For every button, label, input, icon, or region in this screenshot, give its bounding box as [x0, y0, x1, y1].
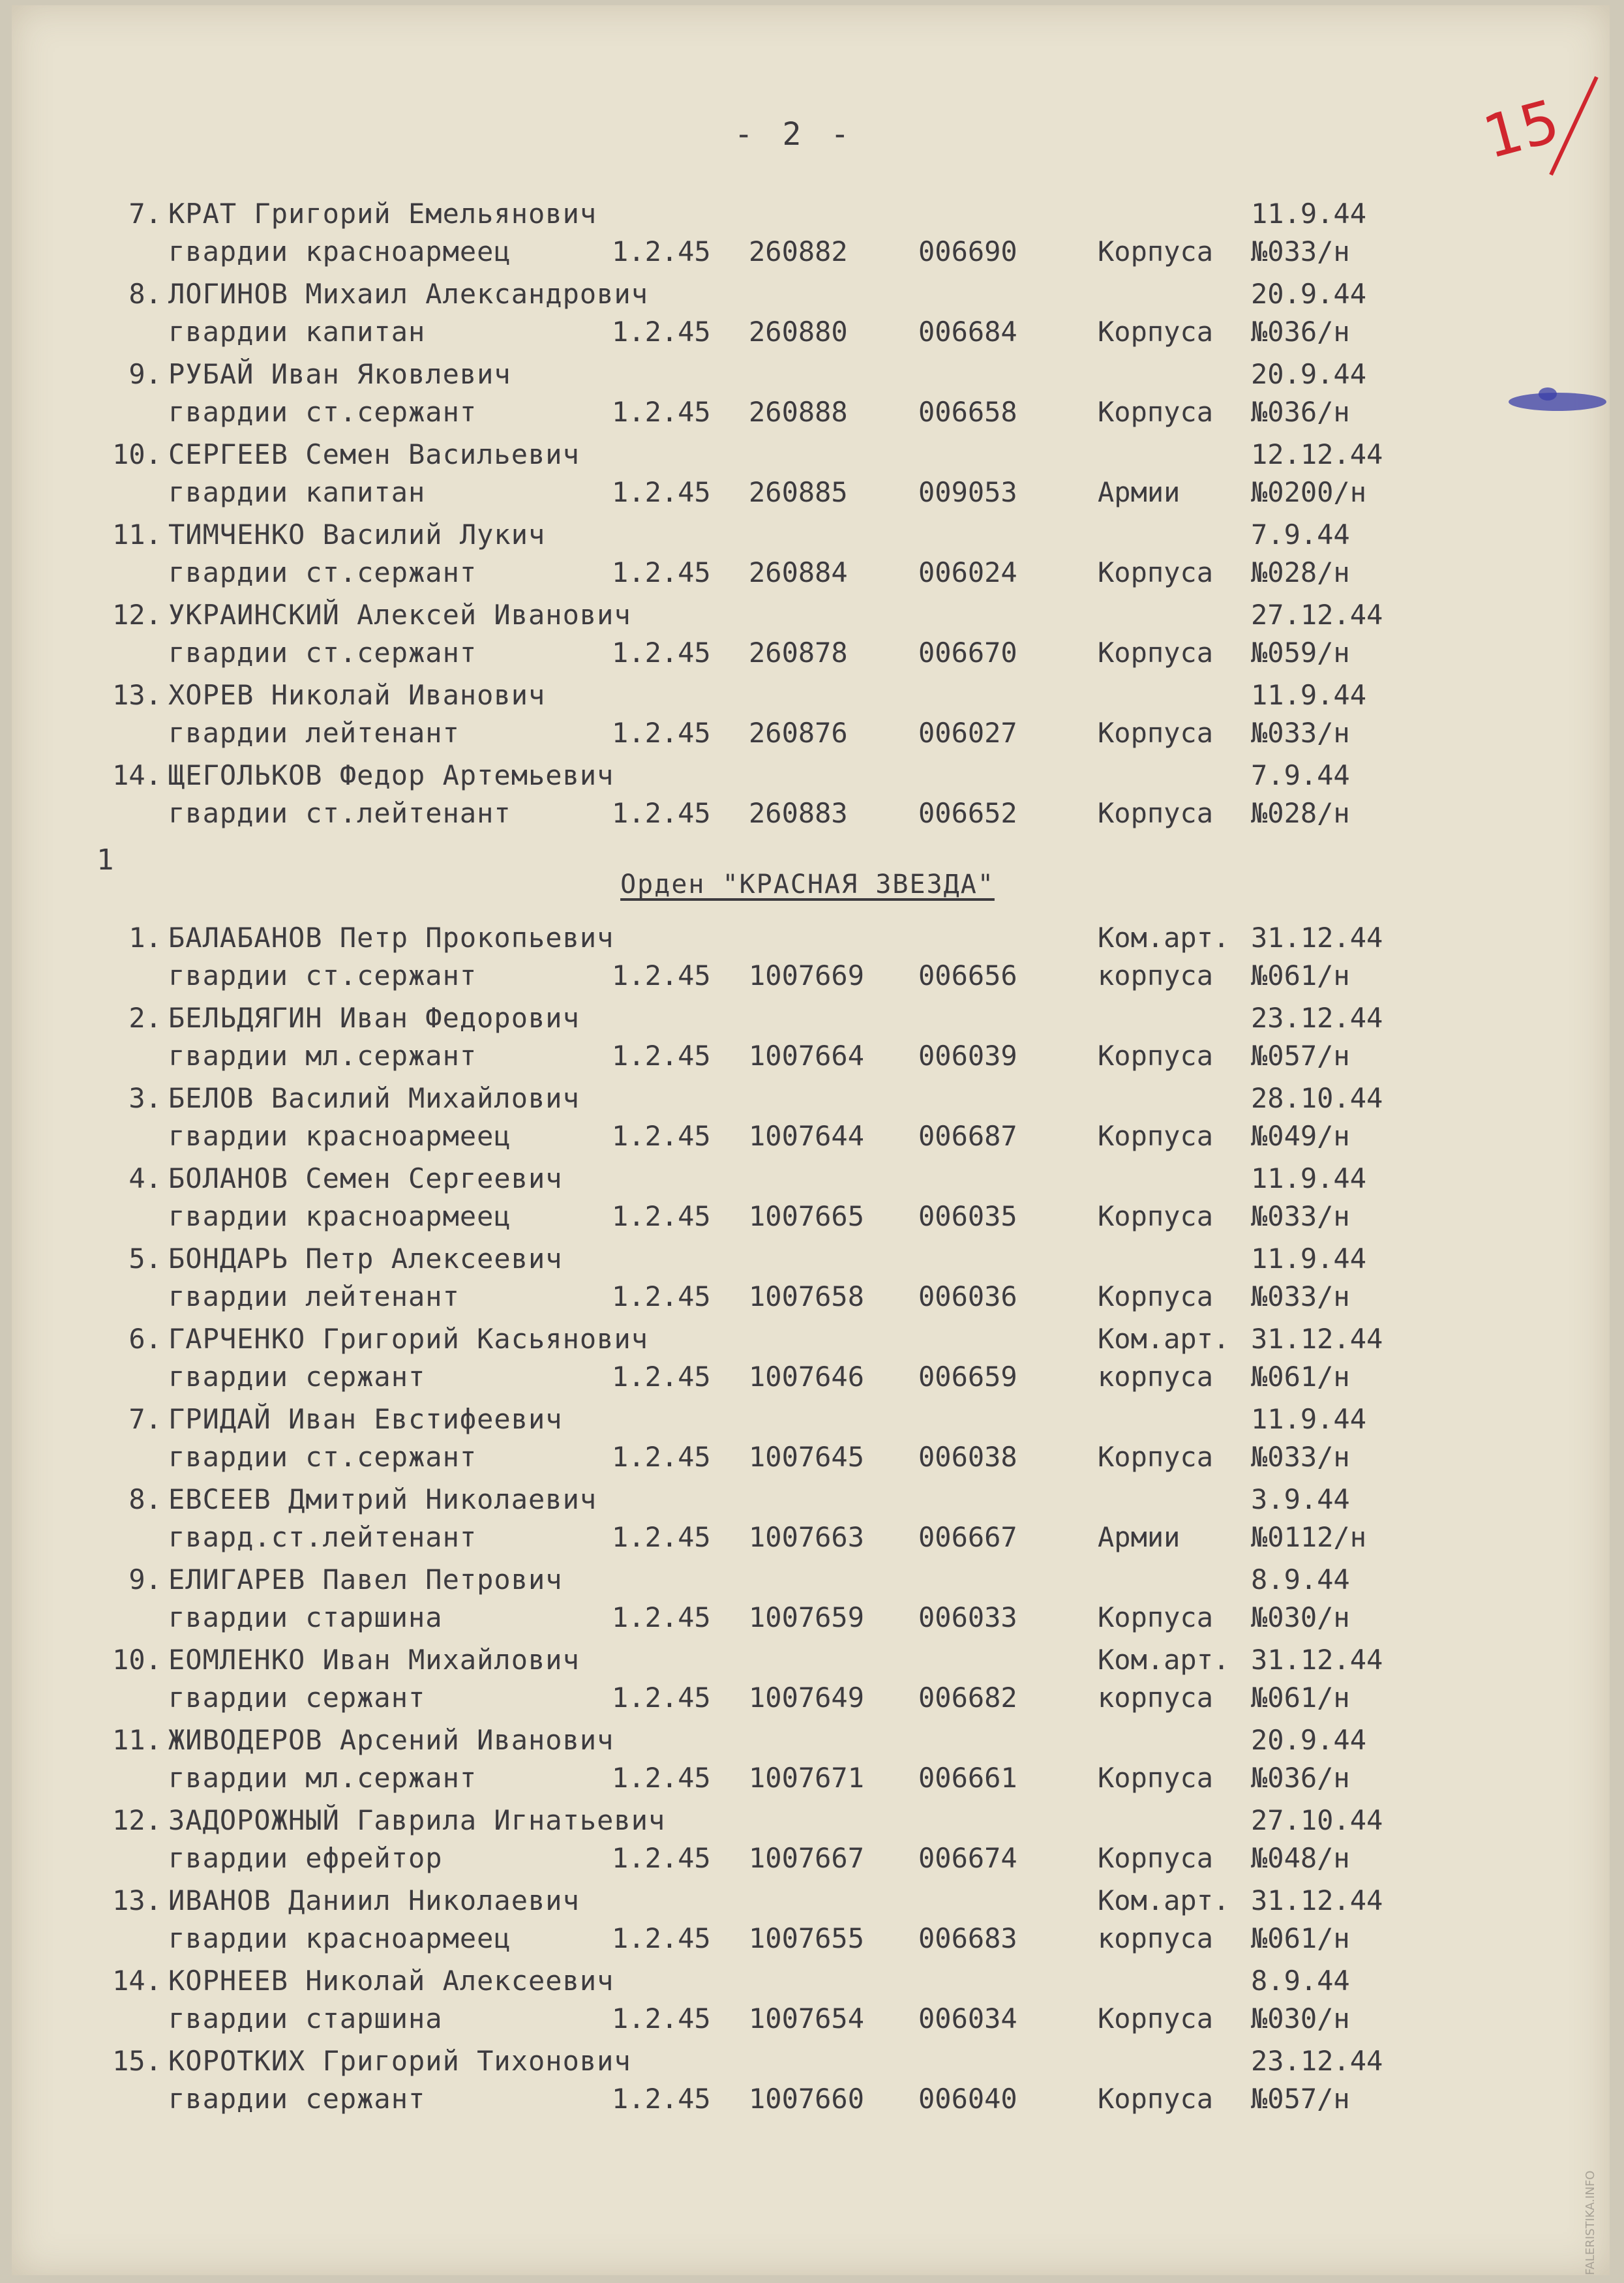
entry-order-date: 31.12.44 — [1251, 1884, 1383, 1916]
entry-authority: Армии — [1098, 1521, 1180, 1553]
entry-book-number: 1007645 — [749, 1441, 865, 1473]
entry-book-number: 1007667 — [749, 1842, 865, 1874]
entry-order-number: №036/н — [1251, 1762, 1350, 1794]
entry-medal-number: 006038 — [918, 1441, 1017, 1473]
entry-medal-number: 006661 — [918, 1762, 1017, 1794]
list-entry — [12, 1159, 1610, 1237]
entry-book-number: 1007663 — [749, 1521, 865, 1553]
entry-medal-number: 006682 — [918, 1682, 1017, 1714]
entry-order-number: №036/н — [1251, 396, 1350, 428]
entry-authority: Корпуса — [1098, 1280, 1214, 1312]
entry-name: КОРНЕЕВ Николай Алексеевич — [168, 1965, 614, 1997]
entry-order-date: 20.9.44 — [1251, 1724, 1367, 1756]
entry-name: УКРАИНСКИЙ Алексей Иванович — [168, 599, 631, 631]
entry-name: БАЛАБАНОВ Петр Прокопьевич — [168, 922, 614, 954]
entry-decree-date: 1.2.45 — [612, 235, 711, 267]
entry-authority: Корпуса — [1098, 1441, 1214, 1473]
entry-authority: Корпуса — [1098, 797, 1214, 829]
entry-authority: Корпуса — [1098, 396, 1214, 428]
entry-order-date: 31.12.44 — [1251, 1644, 1383, 1676]
entry-order-date: 12.12.44 — [1251, 438, 1383, 470]
entry-decree-date: 1.2.45 — [612, 1682, 711, 1714]
entry-medal-number: 006027 — [918, 717, 1017, 749]
entry-order-number: №036/н — [1251, 316, 1350, 348]
list-entry — [12, 918, 1610, 997]
entry-number: 14. — [112, 1965, 162, 1997]
list-entry — [12, 1320, 1610, 1398]
entry-number: 5. — [128, 1243, 162, 1275]
entry-book-number: 260878 — [749, 637, 848, 669]
list-entry — [12, 1801, 1610, 1879]
entry-order-number: №030/н — [1251, 1601, 1350, 1633]
entry-rank: гвардии красноармеец — [168, 1200, 511, 1232]
document-page — [12, 5, 1610, 2275]
entry-rank: гвардии ефрейтор — [168, 1842, 443, 1874]
entry-order-number: №028/н — [1251, 797, 1350, 829]
entry-decree-date: 1.2.45 — [612, 797, 711, 829]
list-entry — [12, 194, 1610, 273]
list-entry — [12, 355, 1610, 433]
entry-number: 13. — [112, 679, 162, 711]
entry-order-number: №061/н — [1251, 960, 1350, 991]
entry-order-number: №059/н — [1251, 637, 1350, 669]
entry-number: 10. — [112, 1644, 162, 1676]
entry-decree-date: 1.2.45 — [612, 316, 711, 348]
entry-number: 12. — [112, 599, 162, 631]
entry-order-date: 3.9.44 — [1251, 1483, 1350, 1515]
entry-book-number: 260884 — [749, 556, 848, 588]
entry-rank: гвардии старшина — [168, 2003, 443, 2034]
entry-authority: Корпуса — [1098, 1601, 1214, 1633]
entry-book-number: 1007646 — [749, 1361, 865, 1393]
list-entry — [12, 2042, 1610, 2120]
entry-order-date: 11.9.44 — [1251, 679, 1367, 711]
entry-order-number: №033/н — [1251, 717, 1350, 749]
entry-name: ЛОГИНОВ Михаил Александрович — [168, 278, 649, 310]
entry-order-number: №033/н — [1251, 235, 1350, 267]
entry-decree-date: 1.2.45 — [612, 960, 711, 991]
entry-decree-date: 1.2.45 — [612, 1040, 711, 1072]
entry-book-number: 260876 — [749, 717, 848, 749]
entry-rank: гвардии ст.сержант — [168, 556, 477, 588]
entry-decree-date: 1.2.45 — [612, 396, 711, 428]
entry-medal-number: 006036 — [918, 1280, 1017, 1312]
entry-rank: гвардии капитан — [168, 476, 426, 508]
entry-rank: гвардии сержант — [168, 2083, 426, 2115]
entry-book-number: 1007665 — [749, 1200, 865, 1232]
entry-medal-number: 006034 — [918, 2003, 1017, 2034]
entry-medal-number: 006040 — [918, 2083, 1017, 2115]
entry-name: ЖИВОДЕРОВ Арсений Иванович — [168, 1724, 614, 1756]
entry-book-number: 1007658 — [749, 1280, 865, 1312]
entry-authority: Корпуса — [1098, 235, 1214, 267]
entry-medal-number: 006670 — [918, 637, 1017, 669]
entry-rank: гвардии лейтенант — [168, 717, 460, 749]
page-number: - 2 - — [734, 116, 855, 153]
entry-medal-number: 006659 — [918, 1361, 1017, 1393]
entry-authority: Корпуса — [1098, 717, 1214, 749]
entry-order-date: 23.12.44 — [1251, 1002, 1383, 1034]
entry-number: 11. — [112, 1724, 162, 1756]
entry-rank: гвардии ст.лейтенант — [168, 797, 511, 829]
entry-decree-date: 1.2.45 — [612, 1601, 711, 1633]
entry-authority: Корпуса — [1098, 1762, 1214, 1794]
entry-number: 11. — [112, 519, 162, 551]
entry-rank: гвардии ст.сержант — [168, 396, 477, 428]
entry-medal-number: 006684 — [918, 316, 1017, 348]
entry-name: ЕОМЛЕНКО Иван Михайлович — [168, 1644, 580, 1676]
entry-book-number: 1007654 — [749, 2003, 865, 2034]
entry-number: 1. — [128, 922, 162, 954]
entry-rank: гвардии красноармеец — [168, 1922, 511, 1954]
entry-medal-number: 006039 — [918, 1040, 1017, 1072]
list-entry — [12, 999, 1610, 1077]
entry-rank: гвардии ст.сержант — [168, 1441, 477, 1473]
entry-order-date: 11.9.44 — [1251, 1162, 1367, 1194]
entry-order-number: №048/н — [1251, 1842, 1350, 1874]
entry-authority: Корпуса — [1098, 1040, 1214, 1072]
entry-authority-top: Ком.арт. — [1098, 1884, 1230, 1916]
corner-mark — [1473, 70, 1603, 201]
entry-medal-number: 006683 — [918, 1922, 1017, 1954]
entry-authority: Корпуса — [1098, 316, 1214, 348]
entry-name: ЩЕГОЛЬКОВ Федор Артемьевич — [168, 759, 614, 791]
entry-order-number: №057/н — [1251, 1040, 1350, 1072]
list-entry — [12, 1480, 1610, 1558]
list-entry — [12, 1560, 1610, 1639]
entry-order-date: 27.12.44 — [1251, 599, 1383, 631]
entry-decree-date: 1.2.45 — [612, 1922, 711, 1954]
entry-authority: Корпуса — [1098, 2083, 1214, 2115]
entry-name: ГАРЧЕНКО Григорий Касьянович — [168, 1323, 649, 1355]
entry-name: СЕРГЕЕВ Семен Васильевич — [168, 438, 580, 470]
entry-order-number: №033/н — [1251, 1280, 1350, 1312]
list-entry — [12, 756, 1610, 834]
entry-order-date: 27.10.44 — [1251, 1804, 1383, 1836]
entry-decree-date: 1.2.45 — [612, 1280, 711, 1312]
entry-order-number: №030/н — [1251, 2003, 1350, 2034]
entry-order-number: №061/н — [1251, 1361, 1350, 1393]
entry-order-date: 23.12.44 — [1251, 2045, 1383, 2077]
entry-authority-top: Ком.арт. — [1098, 1644, 1230, 1676]
entry-medal-number: 006674 — [918, 1842, 1017, 1874]
entry-rank: гвард.ст.лейтенант — [168, 1521, 477, 1553]
list-entry — [12, 1400, 1610, 1478]
entry-order-number: №0200/н — [1251, 476, 1367, 508]
entry-order-date: 8.9.44 — [1251, 1965, 1350, 1997]
list-entry — [12, 1079, 1610, 1157]
entry-name: КРАТ Григорий Емельянович — [168, 198, 597, 230]
entry-authority: Армии — [1098, 476, 1180, 508]
entry-decree-date: 1.2.45 — [612, 1120, 711, 1152]
entry-medal-number: 006687 — [918, 1120, 1017, 1152]
entry-decree-date: 1.2.45 — [612, 1762, 711, 1794]
entry-number: 8. — [128, 278, 162, 310]
entry-number: 9. — [128, 358, 162, 390]
entry-order-date: 20.9.44 — [1251, 278, 1367, 310]
entry-decree-date: 1.2.45 — [612, 476, 711, 508]
entry-name: ЕЛИГАРЕВ Павел Петрович — [168, 1564, 563, 1595]
entry-medal-number: 006690 — [918, 235, 1017, 267]
list-entry — [12, 1721, 1610, 1799]
entry-name: ХОРЕВ Николай Иванович — [168, 679, 546, 711]
entry-authority: Корпуса — [1098, 1842, 1214, 1874]
entry-book-number: 1007649 — [749, 1682, 865, 1714]
entry-rank: гвардии мл.сержант — [168, 1040, 477, 1072]
entry-medal-number: 006667 — [918, 1521, 1017, 1553]
entry-name: БОНДАРЬ Петр Алексеевич — [168, 1243, 563, 1275]
entry-medal-number: 006652 — [918, 797, 1017, 829]
entry-number: 2. — [128, 1002, 162, 1034]
entry-order-date: 11.9.44 — [1251, 198, 1367, 230]
footer-watermark: FALERISTIKA.INFO — [1584, 2170, 1597, 2275]
entry-order-date: 28.10.44 — [1251, 1082, 1383, 1114]
entry-number: 3. — [128, 1082, 162, 1114]
entry-number: 15. — [112, 2045, 162, 2077]
entry-medal-number: 009053 — [918, 476, 1017, 508]
list-entry — [12, 596, 1610, 674]
entry-order-date: 7.9.44 — [1251, 519, 1350, 551]
entry-order-date: 31.12.44 — [1251, 1323, 1383, 1355]
entry-medal-number: 006656 — [918, 960, 1017, 991]
list-entry — [12, 1881, 1610, 1959]
entry-number: 4. — [128, 1162, 162, 1194]
entry-decree-date: 1.2.45 — [612, 1441, 711, 1473]
entry-order-number: №033/н — [1251, 1441, 1350, 1473]
entry-rank: гвардии капитан — [168, 316, 426, 348]
list-entry — [12, 676, 1610, 754]
entry-order-date: 8.9.44 — [1251, 1564, 1350, 1595]
entry-decree-date: 1.2.45 — [612, 2003, 711, 2034]
entry-number: 10. — [112, 438, 162, 470]
entry-rank: гвардии сержант — [168, 1682, 426, 1714]
entry-book-number: 260883 — [749, 797, 848, 829]
entry-rank: гвардии ст.сержант — [168, 960, 477, 991]
entry-order-number: №061/н — [1251, 1682, 1350, 1714]
entry-rank: гвардии мл.сержант — [168, 1762, 477, 1794]
entry-order-number: №057/н — [1251, 2083, 1350, 2115]
entry-authority-top: Ком.арт. — [1098, 1323, 1230, 1355]
entry-authority: Корпуса — [1098, 556, 1214, 588]
entry-book-number: 1007664 — [749, 1040, 865, 1072]
entry-name: ИВАНОВ Даниил Николаевич — [168, 1884, 580, 1916]
entry-number: 13. — [112, 1884, 162, 1916]
entry-decree-date: 1.2.45 — [612, 2083, 711, 2115]
entry-order-date: 20.9.44 — [1251, 358, 1367, 390]
entry-order-number: №049/н — [1251, 1120, 1350, 1152]
entry-medal-number: 006658 — [918, 396, 1017, 428]
entry-name: ТИМЧЕНКО Василий Лукич — [168, 519, 546, 551]
entry-number: 7. — [128, 198, 162, 230]
entry-authority: корпуса — [1098, 1682, 1214, 1714]
entry-book-number: 1007644 — [749, 1120, 865, 1152]
entry-number: 9. — [128, 1564, 162, 1595]
entry-name: КОРОТКИХ Григорий Тихонович — [168, 2045, 631, 2077]
entry-authority: корпуса — [1098, 1922, 1214, 1954]
list-entry — [12, 435, 1610, 513]
entry-medal-number: 006033 — [918, 1601, 1017, 1633]
entry-order-date: 31.12.44 — [1251, 922, 1383, 954]
entry-rank: гвардии красноармеец — [168, 1120, 511, 1152]
entry-decree-date: 1.2.45 — [612, 1361, 711, 1393]
entry-authority: корпуса — [1098, 1361, 1214, 1393]
entry-name: РУБАЙ Иван Яковлевич — [168, 358, 511, 390]
entry-book-number: 1007655 — [749, 1922, 865, 1954]
entry-rank: гвардии лейтенант — [168, 1280, 460, 1312]
entry-decree-date: 1.2.45 — [612, 1200, 711, 1232]
entry-order-number: №0112/н — [1251, 1521, 1367, 1553]
entry-medal-number: 006035 — [918, 1200, 1017, 1232]
entry-rank: гвардии ст.сержант — [168, 637, 477, 669]
entry-order-number: №028/н — [1251, 556, 1350, 588]
entry-name: ЕВСЕЕВ Дмитрий Николаевич — [168, 1483, 597, 1515]
entry-authority: Корпуса — [1098, 637, 1214, 669]
entry-book-number: 260880 — [749, 316, 848, 348]
list-entry — [12, 1961, 1610, 2040]
entry-name: ЗАДОРОЖНЫЙ Гаврила Игнатьевич — [168, 1804, 666, 1836]
entry-order-number: №061/н — [1251, 1922, 1350, 1954]
entry-decree-date: 1.2.45 — [612, 556, 711, 588]
list-entry — [12, 515, 1610, 594]
entry-book-number: 260885 — [749, 476, 848, 508]
section-title: Орден "КРАСНАЯ ЗВЕЗДА" — [620, 869, 995, 900]
entry-name: БОЛАНОВ Семен Сергеевич — [168, 1162, 563, 1194]
entry-medal-number: 006024 — [918, 556, 1017, 588]
entry-name: БЕЛЬДЯГИН Иван Федорович — [168, 1002, 580, 1034]
entry-number: 7. — [128, 1403, 162, 1435]
entry-rank: гвардии красноармеец — [168, 235, 511, 267]
entry-book-number: 260882 — [749, 235, 848, 267]
entry-book-number: 260888 — [749, 396, 848, 428]
list-entry — [12, 275, 1610, 353]
entry-order-date: 11.9.44 — [1251, 1403, 1367, 1435]
entry-number: 6. — [128, 1323, 162, 1355]
entry-authority: корпуса — [1098, 960, 1214, 991]
entry-rank: гвардии старшина — [168, 1601, 443, 1633]
entry-authority: Корпуса — [1098, 1200, 1214, 1232]
stray-mark: 1 — [97, 843, 114, 877]
entry-authority: Корпуса — [1098, 2003, 1214, 2034]
entry-name: ГРИДАЙ Иван Евстифеевич — [168, 1403, 563, 1435]
entry-authority: Корпуса — [1098, 1120, 1214, 1152]
entry-name: БЕЛОВ Василий Михайлович — [168, 1082, 580, 1114]
entry-number: 12. — [112, 1804, 162, 1836]
entry-number: 14. — [112, 759, 162, 791]
entry-decree-date: 1.2.45 — [612, 717, 711, 749]
entry-book-number: 1007659 — [749, 1601, 865, 1633]
entry-order-date: 11.9.44 — [1251, 1243, 1367, 1275]
entry-book-number: 1007669 — [749, 960, 865, 991]
corner-mark-text: 15 — [1476, 87, 1567, 173]
list-entry — [12, 1640, 1610, 1719]
entry-authority-top: Ком.арт. — [1098, 922, 1230, 954]
entry-decree-date: 1.2.45 — [612, 637, 711, 669]
entry-decree-date: 1.2.45 — [612, 1521, 711, 1553]
entry-number: 8. — [128, 1483, 162, 1515]
entry-decree-date: 1.2.45 — [612, 1842, 711, 1874]
entry-book-number: 1007660 — [749, 2083, 865, 2115]
list-entry — [12, 1239, 1610, 1318]
entry-order-date: 7.9.44 — [1251, 759, 1350, 791]
entry-book-number: 1007671 — [749, 1762, 865, 1794]
entry-rank: гвардии сержант — [168, 1361, 426, 1393]
entry-order-number: №033/н — [1251, 1200, 1350, 1232]
